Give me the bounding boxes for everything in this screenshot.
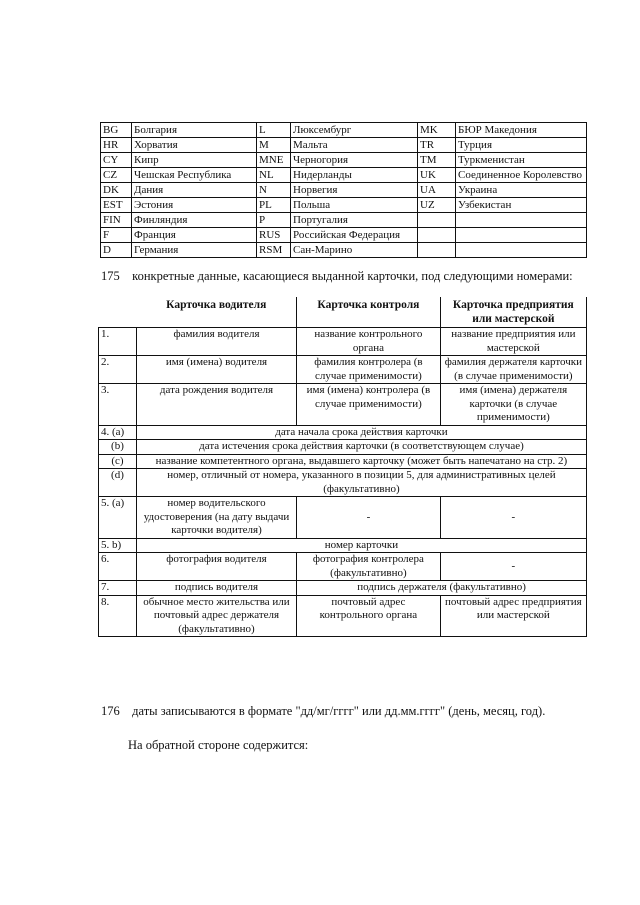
driver-cell: фотография водителя bbox=[136, 553, 296, 581]
spanning-cell: дата истечения срока действия карточки (в соответствующем случае) bbox=[136, 440, 586, 455]
table-row bbox=[101, 198, 587, 213]
spanning-cell: номер карточки bbox=[136, 538, 586, 553]
row-number: 5. b) bbox=[99, 538, 137, 553]
company-cell: почтовый адрес предприятия или мастерской bbox=[440, 595, 586, 637]
country-name: Эстония bbox=[132, 198, 257, 213]
country-code: D bbox=[101, 243, 132, 258]
header-corner bbox=[99, 297, 137, 328]
country-code: PL bbox=[257, 198, 291, 213]
country-name: Узбекистан bbox=[456, 198, 587, 213]
row-number: 2. bbox=[99, 356, 137, 384]
row-number: (b) bbox=[99, 440, 137, 455]
country-code: CZ bbox=[101, 168, 132, 183]
country-code: UK bbox=[418, 168, 456, 183]
country-code: TM bbox=[418, 153, 456, 168]
country-code: UZ bbox=[418, 198, 456, 213]
table-row bbox=[101, 183, 587, 198]
control-cell: имя (имена) контролера (в случае применимости) bbox=[297, 384, 441, 426]
country-code: UA bbox=[418, 183, 456, 198]
country-name: Польша bbox=[291, 198, 418, 213]
control-cell: фамилия контролера (в случае применимости) bbox=[297, 356, 441, 384]
country-code bbox=[418, 213, 456, 228]
paragraph-176 bbox=[101, 704, 545, 719]
driver-cell: обычное место жительства или почтовый адрес держателя (факультативно) bbox=[136, 595, 296, 637]
country-code: F bbox=[101, 228, 132, 243]
table-row bbox=[99, 454, 587, 469]
row-number: 8. bbox=[99, 595, 137, 637]
country-name: Кипр bbox=[132, 153, 257, 168]
country-name: Черногория bbox=[291, 153, 418, 168]
country-code-table bbox=[100, 122, 587, 258]
country-code: P bbox=[257, 213, 291, 228]
table-row bbox=[99, 440, 587, 455]
header-driver-card: Карточка водителя bbox=[136, 297, 296, 328]
row-number: (d) bbox=[99, 469, 137, 497]
country-code: RSM bbox=[257, 243, 291, 258]
spanning-cell: название компетентного органа, выдавшего карточку (может быть напечатано на стр. 2) bbox=[136, 454, 586, 469]
country-name: Дания bbox=[132, 183, 257, 198]
country-code: M bbox=[257, 138, 291, 153]
paragraph-text: конкретные данные, касающиеся выданной карточки, под следующими номерами: bbox=[132, 269, 573, 283]
company-cell: название предприятия или мастерской bbox=[440, 328, 586, 356]
table-row bbox=[101, 213, 587, 228]
header-company-card: Карточка предприятия или мастерской bbox=[440, 297, 586, 328]
country-name: Нидерланды bbox=[291, 168, 418, 183]
table-row bbox=[101, 228, 587, 243]
country-name: Люксембург bbox=[291, 123, 418, 138]
country-code bbox=[418, 228, 456, 243]
table-row bbox=[99, 356, 587, 384]
paragraph-number: 175 bbox=[101, 269, 120, 283]
spanning-cell: подпись держателя (факультативно) bbox=[297, 581, 587, 596]
country-name: Болгария bbox=[132, 123, 257, 138]
row-number: 7. bbox=[99, 581, 137, 596]
company-cell: - bbox=[440, 497, 586, 539]
table-row bbox=[99, 328, 587, 356]
control-cell: фотография контролера (факультативно) bbox=[297, 553, 441, 581]
country-name: Финляндия bbox=[132, 213, 257, 228]
country-code: MK bbox=[418, 123, 456, 138]
country-name: Португалия bbox=[291, 213, 418, 228]
country-code: L bbox=[257, 123, 291, 138]
table-row bbox=[99, 425, 587, 440]
table-row bbox=[99, 595, 587, 637]
table-row bbox=[99, 384, 587, 426]
country-code: FIN bbox=[101, 213, 132, 228]
row-number: 5. (a) bbox=[99, 497, 137, 539]
country-code: N bbox=[257, 183, 291, 198]
country-name bbox=[456, 213, 587, 228]
row-number: 1. bbox=[99, 328, 137, 356]
spanning-cell: номер, отличный от номера, указанного в позиции 5, для административных целей (факультативно) bbox=[136, 469, 586, 497]
driver-cell: подпись водителя bbox=[136, 581, 296, 596]
country-code bbox=[418, 243, 456, 258]
header-control-card: Карточка контроля bbox=[297, 297, 441, 328]
country-name: Норвегия bbox=[291, 183, 418, 198]
country-name: Турция bbox=[456, 138, 587, 153]
country-name: Соединенное Королевство bbox=[456, 168, 587, 183]
table-row bbox=[101, 153, 587, 168]
row-number: 3. bbox=[99, 384, 137, 426]
table-row bbox=[99, 553, 587, 581]
table-row bbox=[101, 168, 587, 183]
company-cell: - bbox=[440, 553, 586, 581]
country-code: DK bbox=[101, 183, 132, 198]
country-name: Чешская Республика bbox=[132, 168, 257, 183]
country-name: Российская Федерация bbox=[291, 228, 418, 243]
country-code: MNE bbox=[257, 153, 291, 168]
driver-cell: дата рождения водителя bbox=[136, 384, 296, 426]
country-name: Украина bbox=[456, 183, 587, 198]
driver-cell: номер водительского удостоверения (на дату выдачи карточки водителя) bbox=[136, 497, 296, 539]
country-name: Франция bbox=[132, 228, 257, 243]
country-name: Туркменистан bbox=[456, 153, 587, 168]
country-name: Сан-Марино bbox=[291, 243, 418, 258]
control-cell: - bbox=[297, 497, 441, 539]
control-cell: почтовый адрес контрольного органа bbox=[297, 595, 441, 637]
country-code: NL bbox=[257, 168, 291, 183]
paragraph-175 bbox=[101, 269, 573, 284]
table-row bbox=[101, 123, 587, 138]
country-code: CY bbox=[101, 153, 132, 168]
paragraph-number: 176 bbox=[101, 704, 120, 718]
table-row bbox=[99, 538, 587, 553]
country-code: EST bbox=[101, 198, 132, 213]
company-cell: имя (имена) держателя карточки (в случае применимости) bbox=[440, 384, 586, 426]
control-cell: название контрольного органа bbox=[297, 328, 441, 356]
country-name: Германия bbox=[132, 243, 257, 258]
table-row bbox=[101, 243, 587, 258]
driver-cell: имя (имена) водителя bbox=[136, 356, 296, 384]
country-name: Мальта bbox=[291, 138, 418, 153]
country-name bbox=[456, 228, 587, 243]
spanning-cell: дата начала срока действия карточки bbox=[136, 425, 586, 440]
card-table-header-row bbox=[99, 297, 587, 328]
table-row bbox=[99, 469, 587, 497]
country-name bbox=[456, 243, 587, 258]
table-row bbox=[101, 138, 587, 153]
country-name: Хорватия bbox=[132, 138, 257, 153]
country-code: BG bbox=[101, 123, 132, 138]
paragraph-text: даты записываются в формате "дд/мг/гггг" или дд.мм.гггг" (день, месяц, год). bbox=[132, 704, 546, 718]
card-data-table bbox=[98, 297, 587, 637]
company-cell: фамилия держателя карточки (в случае применимости) bbox=[440, 356, 586, 384]
row-number: (c) bbox=[99, 454, 137, 469]
table-row bbox=[99, 581, 587, 596]
driver-cell: фамилия водителя bbox=[136, 328, 296, 356]
country-code: RUS bbox=[257, 228, 291, 243]
row-number: 4. (a) bbox=[99, 425, 137, 440]
reverse-side-heading: На обратной стороне содержится: bbox=[128, 738, 309, 752]
row-number: 6. bbox=[99, 553, 137, 581]
country-name: БЮР Македония bbox=[456, 123, 587, 138]
table-row bbox=[99, 497, 587, 539]
country-code: TR bbox=[418, 138, 456, 153]
country-code: HR bbox=[101, 138, 132, 153]
